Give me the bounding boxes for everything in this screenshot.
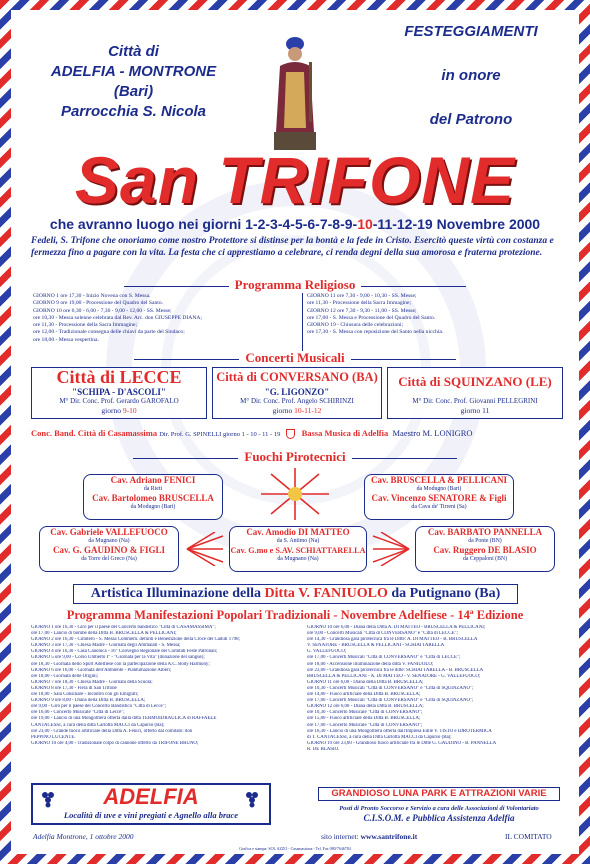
concert-days-value: 11: [482, 406, 490, 415]
adelfia-tagline: Località di uve e vini pregiati e Agnello alla brace: [63, 810, 239, 820]
divider: [352, 458, 457, 459]
header-right-line: in onore: [441, 67, 501, 84]
festival-days: [11, 216, 579, 232]
concert-box-squinzano: [387, 367, 563, 419]
list-item: R. DE BLASIO.: [307, 746, 340, 752]
fireworks-name: Cav. G. GAUDINO & FIGLI: [52, 545, 165, 555]
list-item: GIORNO 10 ore 6,30 - 6,00 - 7,30 - 9,00 - 12,00 - SS. Messe;: [33, 307, 172, 314]
fireworks-place: da Cava de' Tirreni (Sa): [411, 504, 467, 510]
list-item: GIORNO 7 ore 18,30 - Chiesa Madre - Giornata della Scuola;: [31, 679, 153, 685]
religioso-left-list: [33, 293, 303, 344]
list-item: ore 23,00 - Grande fuoco artificiale della Ditta A. Fenici, offerto dal comitato: don: [31, 728, 193, 734]
footer-date: Adelfia Montrone, 1 ottobre 2000: [33, 832, 134, 841]
list-item: GIORNO 19 ore 23,00 - Grandioso fuoco artificiale fra le Ditte G. GAUDINO - B. PANNELLA: [307, 740, 497, 746]
intro-text: Fedeli, S. Trifone che onoriamo come nostro Protettore si distinse per la bontà e la fede in Cristo. Esercitò queste virtù con costanza e fermezza fino a pagare con la vita. La festa che ci apprestiamo a celebrare, ci renda degni della sua amorosa e fraterna protezione.: [31, 236, 554, 258]
concert-city: Città di LECCE: [56, 367, 182, 387]
section-title-text: Concerti Musicali: [245, 350, 345, 365]
fireworks-place: da Modugno (Bari): [130, 504, 176, 510]
soccorso-org: C.I.S.O.M. e Pubblica Assistenza Adelfia: [363, 813, 515, 823]
list-item: ore 10,30 - Concerti Musicali "Città di CONVERSANO" e "Città di SQUINZANO";: [307, 685, 474, 691]
list-item: ore 15,00 - Fuoco artificiale della Ditta B. BRUSCELLA;: [307, 716, 421, 722]
firework-icon: [183, 532, 225, 566]
band-casamassima: Conc. Band. Città di Casamassima: [31, 428, 158, 438]
list-item: GIORNO 11 ore 7,30 - 9,00 - 10,30 - SS. Messe;: [307, 293, 417, 299]
list-item: ore 14,00 - Fuoco artificiale della Ditta B. BRUSCELLA;: [307, 692, 421, 698]
section-title-religioso: [11, 277, 579, 293]
fireworks-name: Cav. BARBATO PANNELLA: [427, 527, 543, 537]
fireworks-name: Cav. Bartolomeo BRUSCELLA: [92, 493, 214, 503]
concert-days-label: giorno: [101, 406, 123, 415]
list-item: GIORNO 10 ore 4,00 - Tradizionale colpo di cannone offerto da TRIFONE BRUNO;: [31, 740, 199, 746]
fireworks-name: Cav. BRUSCELLA & PELLICANI: [370, 475, 508, 485]
firework-burst-icon: [247, 466, 343, 522]
list-item: ore 17,00 - Concerti Musicali "Città di CONVERSANO" e "Città di SQUINZANO";: [307, 698, 474, 704]
list-item: GIORNO 6 ore 16,00 - Giornata dell'Ambiente - Piantumazione Alberi;: [31, 667, 172, 673]
concert-director: M° Dir. Conc. Prof. Gerardo GAROFALO: [59, 397, 179, 405]
luna-park-banner: GRANDIOSO LUNA PARK E ATTRAZIONI VARIE: [318, 787, 560, 801]
days-prefix: che avranno luogo nei giorni 1-2-3-4-5-6-7-8-9-: [49, 216, 358, 232]
fireworks-box: [415, 526, 555, 572]
list-item: ore 11,30 - Processione della Sacra Immagine;: [33, 322, 138, 329]
soccorso-note: [311, 805, 567, 824]
fireworks-name: Cav. Amodio DI MATTEO: [246, 527, 350, 537]
list-item: G. VALLEFUOCO;: [307, 649, 347, 655]
list-item: ore 18,00 - Accensione illuminazione della ditta V. FANIUOLO;: [307, 661, 434, 667]
grape-icon: [243, 789, 263, 809]
header-left-line: (Bari): [113, 83, 154, 100]
soccorso-line: Posti di Pronto Soccorso e Servizio a cura delle Associazioni di Volontariato: [339, 805, 539, 812]
concert-box-lecce: [31, 367, 207, 419]
list-item: CANTACESSI, a cura della ditta Carlotta MACCI da Capurso (Ba);: [31, 722, 165, 728]
section-title-text: Programma Religioso: [234, 277, 356, 292]
list-item: ore 17,00 - Lancio di bombe della Ditta B. BRUSCELLA & PELLICANI;: [31, 631, 177, 637]
list-item: di T. CANTACESSI, a cura della Ditta Carlotta MACCI da Capurso (Ba);: [307, 734, 452, 740]
list-item: ore 14,30 - Grandiosa gara pirotecnica fra le Ditte: A. DI MATTEO - B. BRUSCELLA: [307, 637, 478, 643]
divider: [361, 286, 466, 287]
list-item: ore 17,30 - S. Messa con reposizione del Santo nella nicchia.: [307, 329, 444, 336]
fireworks-name: Cav. G.mo e S.AV. SCHIATTARELLA: [230, 546, 366, 555]
divider: [133, 458, 238, 459]
section-title-concerti: [11, 350, 579, 366]
concert-days: [32, 406, 206, 415]
concert-band: "G. LIGONZO": [264, 387, 330, 397]
illuminazione-banner: [73, 584, 518, 604]
firework-icon: [371, 532, 413, 566]
fireworks-name: Cav. Gabriele VALLEFUOCO: [50, 527, 168, 537]
divider: [302, 293, 303, 351]
header-left: [31, 42, 236, 122]
shield-icon: [286, 429, 295, 439]
printer-credit: Grafica e stampa: SOL AZZO - Casamassima - Tel. Fax 080/7646784: [239, 846, 351, 851]
concert-days-label: giorno: [460, 406, 483, 415]
list-item: ore 17,00 - Concerto Musicale "Città di CONVERSANO";: [307, 722, 423, 728]
fireworks-place: da Torre del Greco (Na): [81, 556, 137, 562]
saint-statue-image: [266, 32, 324, 154]
footer-committee: IL COMITATO: [505, 832, 552, 841]
illum-ditta: Ditta V. FANIUOLO: [264, 586, 388, 601]
divider: [351, 359, 456, 360]
manifestazioni-left-list: [31, 625, 299, 747]
concert-box-conversano: [212, 367, 382, 419]
concert-band: "SCHIPA - D'ASCOLI": [72, 387, 166, 397]
concert-days-label: giorno: [272, 406, 295, 415]
list-item: ore 18,00 - Sala Consiliare - Incontro con gli Emigrati;: [31, 692, 139, 698]
list-item: ore 9,00 - Concerti Musicali "Città di CONVERSANO" e "Città di LECCE";: [307, 631, 458, 637]
page-title: San TRIFONE: [74, 143, 516, 217]
divider: [124, 286, 229, 287]
fireworks-place: da Mugnano (Na): [88, 538, 130, 544]
list-item: ore 17,00 - S. Messa e Processione del Quadro del Santo.: [307, 314, 436, 321]
concert-days-value: 9-10: [122, 406, 137, 415]
list-item: GIORNO 19 - Chiusura delle celebrazioni;: [307, 322, 404, 329]
poster: [11, 10, 579, 854]
concert-days-value: 10-11-12: [294, 406, 322, 415]
illum-suffix: da Putignano (Ba): [387, 586, 501, 601]
list-item: GIORNO 1 ore 17,30 - Inizio Novena con S. Messa.: [33, 293, 151, 299]
list-item: GIORNO 12 ore 6,00 - Diana della Ditta B. BRUSCELLA;: [307, 704, 424, 710]
list-item: GIORNO 1 ore 16,30 - Giro per il paese del Concerto bandistico "Città di CASAMASSIMA";: [31, 625, 216, 630]
concert-director: M° Dir. Conc. Prof. Angelo SCHIRINZI: [240, 397, 354, 405]
concert-days: [388, 406, 562, 415]
illum-prefix: Artistica Illuminazione della: [90, 586, 265, 601]
list-item: GIORNO 5 ore 9,00 - Corso Umberto I° - "Giornata per la Vita" (donazione del sangue);: [31, 655, 205, 661]
list-item: ore 10,30 - Concerto Musicale "Città di CONVERSANO";: [307, 710, 423, 716]
list-item: ore 16,00 - Concerto Musicale "Città di Lecce";: [31, 710, 125, 716]
fireworks-place: da Ponte (BN): [468, 538, 502, 544]
fireworks-place: da Ceppaloni (BN): [462, 556, 508, 562]
list-item: GIORNO 11 ore 6,00 - Diana della Ditta B. BRUSCELLA;: [307, 679, 424, 685]
list-item: ore 16,30 - Lancio di una Mongolfiera offerta dall'Impresa Edile V. TISTO e IDROTERMICA: [307, 728, 492, 734]
divider: [134, 359, 239, 360]
band-line: [31, 428, 563, 442]
list-item: ore 18,00 - Messa vespertina.: [33, 336, 99, 343]
list-item: V. SENATORE - BRUSCELLA & PELLICANI - SCHIATTARELLA: [307, 643, 445, 649]
list-item: GIORNO 10 ore 6,00 - Diana della Ditta A. DI MATTEO - BRUSCELLA & PELLICANI;: [307, 625, 486, 630]
manifestazioni-right-list: [307, 625, 563, 753]
header-right-line: del Patrono: [429, 111, 513, 128]
adelfia-box: [31, 783, 271, 825]
list-item: ore 10,30 - Messa solenne celebrata dal Rev. Arc. don GIUSEPPE DIANA;: [33, 314, 202, 321]
list-item: GIORNO 8 ore 17,30 - Fiera di San Trifone: [31, 685, 117, 691]
fireworks-place: da S. Antimo (Na): [276, 538, 320, 544]
fireworks-box: [39, 526, 179, 572]
religioso-right-list: [307, 293, 557, 337]
fireworks-name: Cav. Vincenzo SENATORE & Figli: [371, 493, 507, 503]
list-item: ore 17,00 - Concerti Musicali "Città di CONVERSANO" e "Città di LECCE";: [307, 655, 461, 661]
band-adelfia-dir: Maestro M. LONIGRO: [392, 428, 473, 438]
manifestazioni-title: Programma Manifestazioni Popolari Tradizionali - Novembre Adelfiese - 14ª Edizione: [66, 608, 524, 622]
list-item: ore 18,30 - Giornata dello Sport Adelfiese con la partecipazione della A.C. Body Harmony;: [31, 661, 210, 667]
fireworks-name: Cav. Ruggero DE BLASIO: [433, 545, 537, 555]
band-adelfia: Bassa Musica di Adelfia: [301, 428, 389, 438]
list-item: ore 11,30 - Processione della Sacra Immagine;: [307, 300, 412, 307]
days-highlight: 10: [357, 216, 373, 232]
footer-site-label: sito internet:: [321, 832, 361, 841]
days-suffix: -11-12-19 Novembre 2000: [372, 216, 541, 232]
list-item: ore 23,00 - Grandiosa gara pirotecnica fra le ditte: SCHIATTARELLA - B. BRUSCELLA: [307, 667, 484, 673]
band-casamassima-dir: Dir. Prof. G. SPINELLI giorno 1 - 10 - 11 - 19: [159, 431, 281, 438]
list-item: GIORNO 4 ore 16,30 - Casa Canonica - 16° Convegno Regionale dei Comitati Feste Patronali;: [31, 649, 218, 655]
fireworks-box: [229, 526, 367, 572]
concert-city: Città di CONVERSANO (BA): [216, 370, 378, 384]
list-item: ore 12,00 - Tradizionale consegna delle chiavi da parte del Sindaco;: [33, 329, 185, 336]
header-right: [371, 18, 571, 130]
list-item: GIORNO 12 ore 7,30 - 9,30 - 11,00 - SS. Messe;: [307, 307, 417, 314]
header-left-line: ADELFIA - MONTRONE: [50, 63, 217, 80]
list-item: BRUSCELLA & PELLICANI - A. DI MATTEO - V. SENATORE - G. VALLEFUOCO;: [307, 673, 481, 679]
list-item: ore 9,00 - Giro per il paese del Concerto Bandistico "Città di Lecce";: [31, 704, 167, 710]
list-item: GIORNO 9 ore 19,00 - Processione del Quadro del Santo.: [33, 300, 164, 307]
fireworks-place: da Modugno (Bari): [416, 486, 462, 492]
footer-site-link[interactable]: www.santrifone.it: [360, 832, 418, 841]
fireworks-name: Cav. Adriano FENICI: [110, 475, 196, 485]
list-item: GIORNO 9 ore 8,00 - Diana della Ditta B. BRUSCELLA;: [31, 698, 146, 704]
footer-site: [321, 832, 417, 841]
header-left-line: Parrocchia S. Nicola: [60, 103, 207, 120]
fireworks-box: [83, 474, 223, 520]
concert-city: Città di SQUINZANO (LE): [398, 374, 552, 389]
concert-days: [213, 406, 381, 415]
fireworks-place: da Mugnano (Na): [277, 556, 319, 562]
list-item: ore 19,00 - Lancio di una Mongolfiera offerta dalla ditta TERMOIDRAULICA di RAFFAELE: [31, 716, 217, 722]
header-right-line: FESTEGGIAMENTI: [404, 23, 538, 40]
concert-director: M° Dir. Conc. Prof. Giovanni PELLEGRINI: [412, 397, 538, 405]
list-item: GIORNO 3 ore 17,30 - Chiesa Madre - Giornata degli Ammalati - S. Messa;: [31, 643, 181, 649]
section-title-text: Fuochi Pirotecnici: [244, 449, 346, 464]
adelfia-name: ADELFIA: [103, 784, 199, 809]
section-title-fuochi: [11, 449, 579, 465]
fireworks-place: da Rieti: [143, 486, 163, 492]
list-item: ore 18,00 - Giornata delle Origini;: [31, 673, 99, 679]
grape-icon: [39, 789, 59, 809]
list-item: GIORNO 2 ore 16,30 - Cimitero - S. Messa Commem. defunti e Benedizione della Croce dei Caduti 1798;: [31, 637, 240, 643]
list-item: PEPPINO LUCENTE.: [31, 734, 76, 740]
header-left-line: Città di: [108, 43, 159, 60]
fireworks-box: [364, 474, 514, 520]
